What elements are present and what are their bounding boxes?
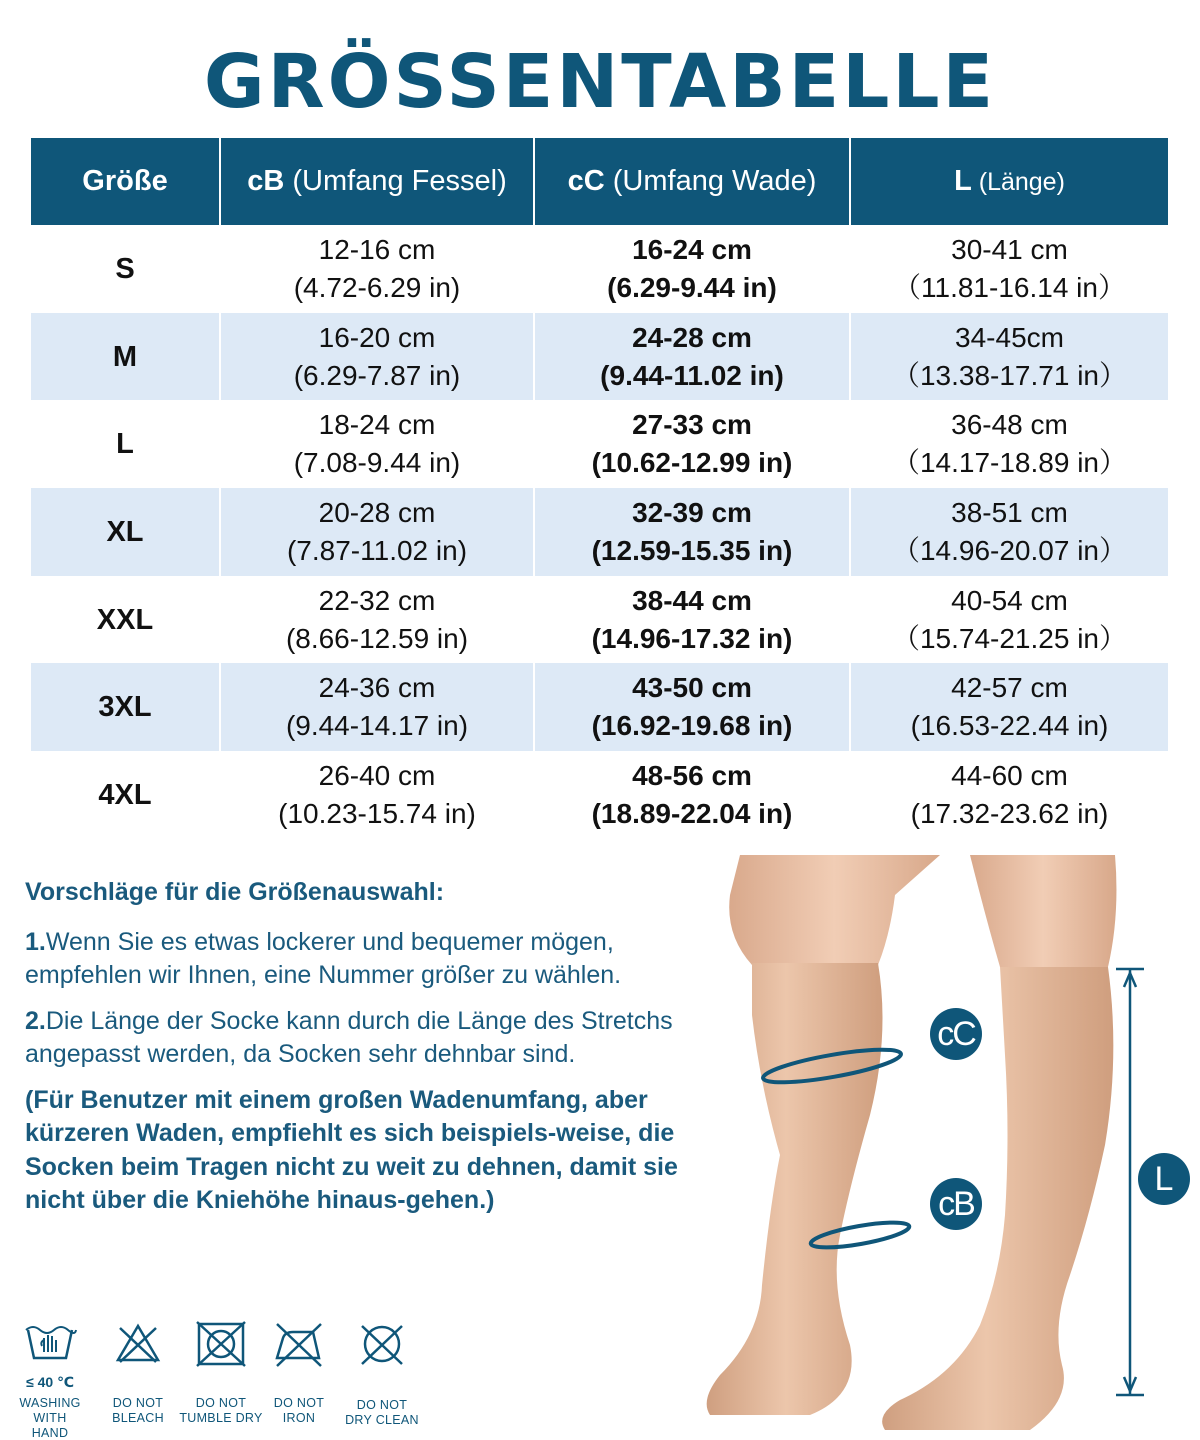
right-sock: [882, 967, 1113, 1430]
calf-cm: 27-33 cm: [632, 409, 752, 441]
wash-temperature: ≤ 40 ℃: [26, 1374, 74, 1390]
header-length-code: L: [954, 165, 972, 197]
cell-size: 3XL: [31, 663, 220, 751]
suggestion-2: [25, 1005, 725, 1072]
page-title: GRÖSSENTABELLE: [203, 39, 997, 125]
length-cm: 34-45cm: [955, 321, 1064, 353]
calf-in: (12.59-15.35 in): [591, 534, 793, 566]
care-label-line2: BLEACH: [112, 1411, 164, 1425]
cell-size: S: [31, 225, 220, 313]
cell-calf: [534, 663, 850, 751]
no-bleach-icon: [110, 1318, 166, 1370]
care-label: [340, 1398, 424, 1428]
ankle-in: (8.66-12.59 in): [285, 622, 469, 654]
care-label-line1: WASHING: [19, 1396, 81, 1410]
cell-size: XXL: [31, 576, 220, 664]
suggestion-1: [25, 926, 725, 993]
cell-calf: [534, 488, 850, 576]
calf-in: (9.44-11.02 in): [600, 359, 784, 391]
suggestion-1-number: 1.: [25, 927, 46, 956]
right-thigh: [970, 855, 1116, 967]
care-label-line2: DRY CLEAN: [345, 1413, 419, 1427]
care-label-line1: DO NOT: [112, 1396, 164, 1410]
cell-ankle: [220, 488, 534, 576]
calf-in: (10.62-12.99 in): [591, 447, 793, 479]
length-cm: 42-57 cm: [951, 672, 1068, 704]
header-length: [850, 138, 1168, 225]
table-row: [31, 225, 1168, 313]
cell-ankle: [220, 313, 534, 401]
suggestion-2-text: Die Länge der Socke kann durch die Länge des Stretchs angepasst werden, da Socken sehr dehnbar sind.: [25, 1006, 673, 1068]
cell-length: [850, 751, 1168, 839]
care-instructions: [14, 1318, 434, 1438]
cell-ankle: [220, 225, 534, 313]
header-calf-code: cC: [567, 165, 605, 197]
header-size: [31, 138, 220, 225]
length-in: （14.96-20.07 in）: [891, 534, 1128, 566]
length-in: （14.17-18.89 in）: [891, 447, 1128, 479]
ankle-in: (4.72-6.29 in): [293, 271, 461, 303]
care-label-line2: WITH HAND: [31, 1411, 69, 1440]
ankle-cm: 24-36 cm: [318, 672, 436, 704]
no-iron-icon: [269, 1318, 329, 1370]
care-label-line1: DO NOT: [273, 1396, 325, 1410]
table-row: [31, 313, 1168, 401]
cell-length: [850, 313, 1168, 401]
ankle-in: (9.44-14.17 in): [285, 710, 469, 742]
no-dry-clean-icon: [354, 1318, 410, 1370]
care-label: [14, 1396, 86, 1440]
table-row: [31, 488, 1168, 576]
cell-ankle: [220, 751, 534, 839]
length-cm: 44-60 cm: [951, 759, 1068, 791]
calf-cm: 38-44 cm: [632, 584, 752, 616]
table-row: [31, 400, 1168, 488]
calf-in: (18.89-22.04 in): [591, 797, 793, 829]
care-label: [102, 1396, 174, 1426]
ankle-cm: 20-28 cm: [318, 496, 436, 528]
cell-size: 4XL: [31, 751, 220, 839]
length-in: （11.81-16.14 in）: [893, 271, 1126, 303]
calf-cm: 16-24 cm: [632, 233, 752, 265]
table-header-row: [31, 138, 1168, 225]
left-knee: [729, 855, 940, 965]
calf-in: (6.29-9.44 in): [607, 271, 777, 303]
cell-size: XL: [31, 488, 220, 576]
cell-length: [850, 488, 1168, 576]
ankle-cm: 26-40 cm: [318, 759, 436, 791]
ankle-marker: cB: [930, 1178, 982, 1230]
ankle-cm: 12-16 cm: [318, 233, 436, 265]
care-hand-wash: [14, 1318, 86, 1440]
care-no-dry-clean: [340, 1318, 424, 1428]
care-label-line1: DO NOT: [356, 1398, 408, 1412]
size-suggestions: [25, 876, 725, 1230]
header-ankle-code: cB: [247, 165, 285, 197]
length-in: （15.74-21.25 in）: [891, 622, 1128, 654]
cell-length: [850, 225, 1168, 313]
length-cm: 30-41 cm: [951, 233, 1068, 265]
length-cm: 36-48 cm: [951, 409, 1068, 441]
calf-marker: cC: [930, 1008, 982, 1060]
care-label-line2: TUMBLE DRY: [179, 1411, 263, 1425]
calf-cm: 24-28 cm: [632, 321, 752, 353]
care-no-tumble-dry: [176, 1318, 266, 1426]
table-row: [31, 663, 1168, 751]
hand-wash-icon: [22, 1318, 78, 1370]
cell-calf: [534, 313, 850, 401]
length-in: （13.38-17.71 in）: [891, 359, 1128, 391]
suggestion-1-text: Wenn Sie es etwas lockerer und bequemer mögen, empfehlen wir Ihnen, eine Nummer größer zu wählen.: [25, 927, 622, 989]
calf-cm: 43-50 cm: [632, 672, 752, 704]
table-row: [31, 751, 1168, 839]
suggestion-note: (Für Benutzer mit einem großen Wadenumfang, aber kürzeren Waden, empfiehlt es sich beispiels-weise, die Socken beim Tragen nicht zu weit zu dehnen, damit sie nicht über die Kniehöhe hinaus-gehen.): [25, 1085, 678, 1214]
length-cm: 38-51 cm: [951, 496, 1068, 528]
cell-ankle: [220, 663, 534, 751]
length-in: (17.32-23.62 in): [910, 797, 1109, 829]
ankle-cm: 18-24 cm: [318, 409, 436, 441]
calf-in: (16.92-19.68 in): [591, 710, 793, 742]
no-tumble-dry-icon: [193, 1318, 249, 1370]
length-in: (16.53-22.44 in): [910, 710, 1109, 742]
cell-calf: [534, 751, 850, 839]
calf-cm: 32-39 cm: [632, 496, 752, 528]
header-ankle-label: (Umfang Fessel): [284, 165, 507, 197]
ankle-in: (10.23-15.74 in): [278, 797, 476, 829]
calf-cm: 48-56 cm: [632, 759, 752, 791]
ankle-cm: 22-32 cm: [318, 584, 436, 616]
cell-size: L: [31, 400, 220, 488]
ankle-in: (6.29-7.87 in): [293, 359, 461, 391]
header-ankle: [220, 138, 534, 225]
length-marker: L: [1138, 1153, 1190, 1205]
size-table: [31, 138, 1168, 839]
left-sock: [707, 963, 883, 1415]
care-no-bleach: [102, 1318, 174, 1426]
cell-calf: [534, 225, 850, 313]
header-calf: [534, 138, 850, 225]
cell-length: [850, 576, 1168, 664]
ankle-in: (7.08-9.44 in): [293, 447, 461, 479]
cell-ankle: [220, 400, 534, 488]
cell-calf: [534, 400, 850, 488]
care-label-line1: DO NOT: [195, 1396, 247, 1410]
care-label: [176, 1396, 266, 1426]
care-label-line2: IRON: [282, 1411, 316, 1425]
suggestions-heading: Vorschläge für die Größenauswahl:: [25, 878, 445, 906]
care-no-iron: [264, 1318, 334, 1426]
cell-length: [850, 663, 1168, 751]
length-cm: 40-54 cm: [951, 584, 1068, 616]
calf-in: (14.96-17.32 in): [591, 622, 793, 654]
cell-calf: [534, 576, 850, 664]
header-size-label: Größe: [82, 165, 168, 197]
ankle-cm: 16-20 cm: [318, 321, 436, 353]
suggestion-2-number: 2.: [25, 1006, 46, 1035]
sock-illustration: [700, 855, 1200, 1440]
cell-length: [850, 400, 1168, 488]
table-row: [31, 576, 1168, 664]
header-calf-label: (Umfang Wade): [604, 165, 817, 197]
cell-ankle: [220, 576, 534, 664]
cell-size: M: [31, 313, 220, 401]
ankle-in: (7.87-11.02 in): [286, 534, 468, 566]
care-label: [264, 1396, 334, 1426]
header-length-label: (Länge): [971, 168, 1065, 196]
legs-illustration: [700, 855, 1200, 1440]
